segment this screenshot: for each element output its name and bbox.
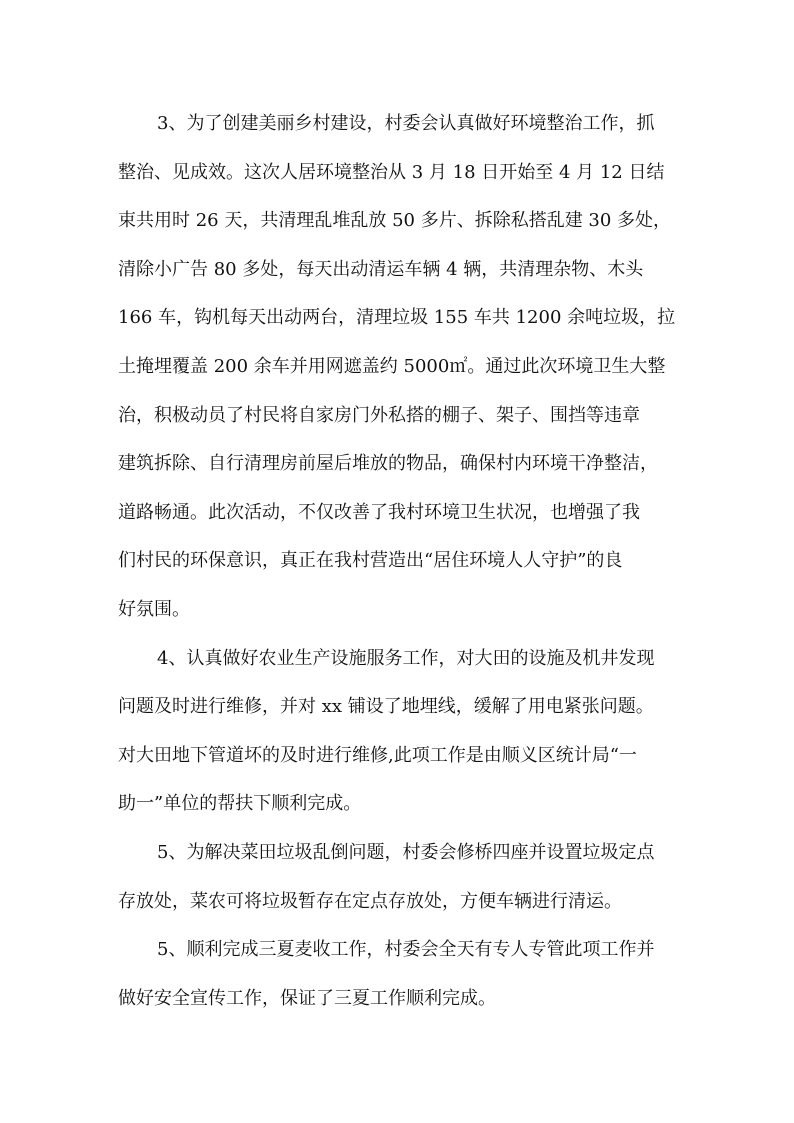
text-line: 5、为解决菜田垃圾乱倒问题，村委会修桥四座并设置垃圾定点 xyxy=(157,841,655,863)
text-line: 存放处，菜农可将垃圾暂存在定点存放处，方便车辆进行清运。 xyxy=(118,890,622,912)
text-line: 治，积极动员了村民将自家房门外私搭的棚子、架子、围挡等违章 xyxy=(118,404,640,426)
document-body xyxy=(118,100,684,1023)
text-line: 好氛围。 xyxy=(118,598,190,620)
text-line: 土掩埋覆盖 200 余车并用网遮盖约 5000㎡。通过此次环境卫生大整 xyxy=(118,355,666,377)
text-line: 4、认真做好农业生产设施服务工作，对大田的设施及机井发现 xyxy=(157,647,655,669)
text-line: 做好安全宣传工作，保证了三夏工作顺利完成。 xyxy=(118,987,496,1009)
text-line: 们村民的环保意识，真正在我村营造出“居住环境人人守护”的良 xyxy=(118,550,623,572)
paragraph-item-4-agriculture xyxy=(118,635,684,829)
text-line: 清除小广告 80 多处，每天出动清运车辆 4 辆，共清理杂物、木头 xyxy=(118,258,644,280)
text-line: 整治、见成效。这次人居环境整治从 3 月 18 日开始至 4 月 12 日结 xyxy=(118,161,665,183)
text-line: 助一”单位的帮扶下顺利完成。 xyxy=(118,793,362,815)
text-line: 3、为了创建美丽乡村建设，村委会认真做好环境整治工作，抓 xyxy=(157,113,655,134)
text-line: 对大田地下管道坏的及时进行维修,此项工作是由顺义区统计局“一 xyxy=(118,744,637,766)
text-line: 束共用时 26 天，共清理乱堆乱放 50 多片、拆除私搭乱建 30 多处， xyxy=(118,210,672,232)
text-line: 道路畅通。此次活动，不仅改善了我村环境卫生状况，也增强了我 xyxy=(118,501,640,523)
paragraph-item-3-environment xyxy=(118,100,684,635)
text-line: 建筑拆除、自行清理房前屋后堆放的物品，确保村内环境干净整洁， xyxy=(118,453,658,475)
paragraph-item-5-garbage xyxy=(118,829,684,926)
text-line: 166 车，钩机每天出动两台，清理垃圾 155 车共 1200 余吨垃圾，拉 xyxy=(118,307,676,329)
paragraph-item-5-harvest xyxy=(118,926,684,1023)
text-line: 5、顺利完成三夏麦收工作，村委会全天有专人专管此项工作并 xyxy=(157,939,655,961)
text-line: 问题及时进行维修，并对 xx 铺设了地埋线，缓解了用电紧张问题。 xyxy=(118,696,654,718)
